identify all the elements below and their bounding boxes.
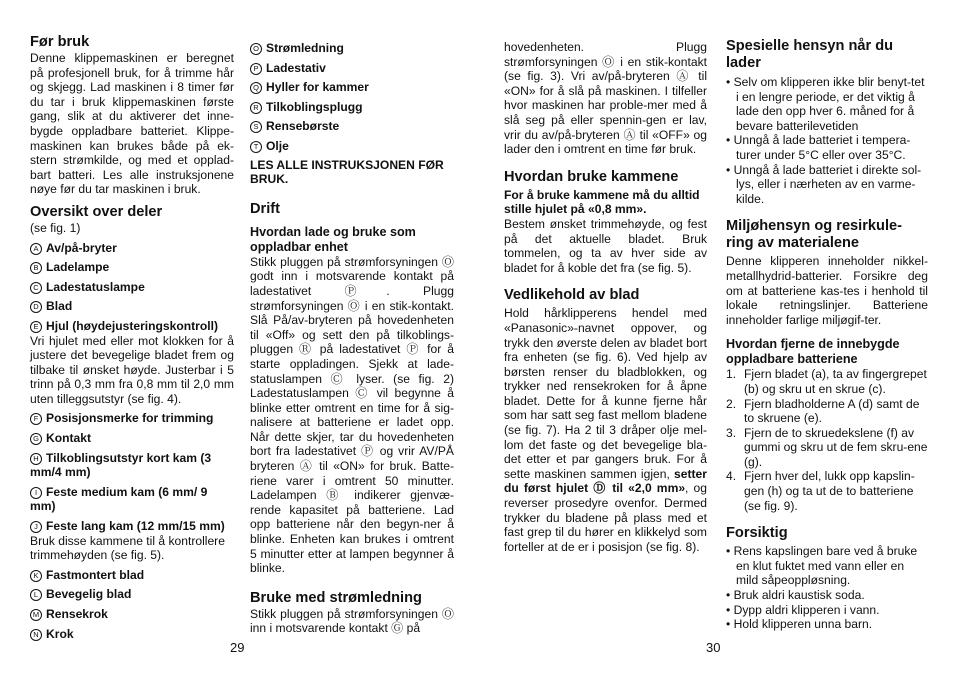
column-3: [504, 40, 707, 554]
part-item-m: [30, 607, 234, 622]
part-label: Ladestativ: [266, 60, 326, 75]
list-item: [726, 469, 928, 513]
page-number-right: 30: [706, 640, 721, 655]
section-heading-lade: Hvordan lade og bruke som oppladbar enhet: [250, 224, 416, 254]
list-item-text: Fjern bladholderne A (d) samt de to skruene (e).: [744, 396, 920, 426]
part-j-text: Bruk disse kammene til å kontrollere trimmehøyden (se fig. 5).: [30, 533, 225, 563]
list-number: 2.: [726, 396, 737, 411]
part-item-t: [250, 139, 454, 154]
circled-letter-icon: M: [30, 609, 42, 621]
circled-letter-icon: P: [250, 63, 262, 75]
list-item: • Unngå å lade batteriet i direkte sol-lys, eller i nærheten av en varme-kilde.: [726, 162, 922, 206]
list-item: • Unngå å lade batteriet i tempera-turer under 5°C eller over 35°C.: [726, 133, 911, 162]
part-item-s: [250, 119, 454, 134]
section-heading-kammene: Hvordan bruke kammene: [504, 168, 679, 185]
part-label: Rensebørste: [266, 119, 340, 134]
list-item-text: Unngå å lade batteriet i direkte sol-lys, eller i nærheten av en varme-kilde.: [733, 162, 922, 206]
part-label: Posisjonsmerke for trimming: [46, 411, 214, 426]
circled-letter-icon: T: [250, 141, 262, 153]
part-item-f: [30, 411, 234, 426]
part-label: Av/på-bryter: [46, 240, 117, 255]
section-heading-drift: Drift: [250, 200, 280, 217]
parts-list-b: [30, 411, 234, 514]
part-label: Krok: [46, 626, 74, 641]
part-label: Bevegelig blad: [46, 587, 132, 602]
list-item-text: Hold klipperen unna barn.: [733, 617, 873, 632]
list-item: • Hold klipperen unna barn.: [726, 617, 873, 632]
circled-letter-icon: Q: [250, 82, 262, 94]
list-item: • Selv om klipperen ikke blir benyt-tet i en lengre periode, er det viktig å lade den opp hver 6. måned for å bevare batterilevetiden: [726, 75, 925, 133]
part-label: Hyller for kammer: [266, 80, 369, 95]
spesielle-list: [726, 75, 928, 206]
miljo-text: Denne klipperen inneholder nikkel-metallhydrid-batterier. Forsikre deg om at batteriene kas-tes i henhold til lokale retningslinjer. Batteriene inneholder farlige miljøgif-ter.: [726, 254, 928, 327]
list-item: [726, 397, 928, 426]
list-item-text: Fjern bladet (a), ta av fingergrepet (b) og skru ut en skrue (c).: [744, 367, 927, 396]
list-item-text: Dypp aldri klipperen i vann.: [733, 602, 880, 617]
column-4: [726, 38, 928, 632]
page-number-left: 29: [230, 640, 245, 655]
list-item: [726, 367, 928, 396]
section-heading-for-bruk: Før bruk: [30, 34, 90, 50]
part-item-q: [250, 80, 454, 95]
circled-letter-icon: F: [30, 413, 42, 425]
forsiktig-list: [726, 544, 928, 632]
part-label: Strømledning: [266, 41, 344, 55]
list-item-text: Unngå å lade batteriet i tempera-turer under 5°C eller over 35°C.: [733, 133, 911, 162]
vedlikehold-body: Hold hårklipperens hendel med «Panasonic»-navnet oppover, og trykk den øverste delen av bladet bort fra enheten (se fig. 6). Ved hjelp av børsten renser du bladblokken, og trykker ned rensekroken for å åpne bladet. Dette for å kunne fjerne hår som har satt seg fast mellom bladene (se fig. 7). Ha 2 til 3 dråper olje mel-lom det faste og det bevegelige bla-det etter et par gangers bruk. For å sette maskinen sammen igjen,: [504, 306, 707, 481]
circled-letter-icon: N: [30, 629, 42, 641]
column-2: [250, 36, 454, 636]
part-label: Olje: [266, 138, 289, 153]
circled-letter-icon: H: [30, 453, 42, 465]
part-label: Kontakt: [46, 431, 92, 446]
parts-list-c: [30, 568, 234, 641]
part-e-text: Vri hjulet med eller mot klokken for å justere det bevegelige bladet frem og tilbake til ønsket høyde. Justerbar i 5 trinn på 0,3 mm fra 0,8 mm til 2,0 mm uten tilleggsutstyr (se fig. 4).: [30, 333, 234, 406]
list-number: 3.: [726, 425, 737, 440]
list-item-text: Fjern de to skruedekslene (f) av gummi og skru ut de fem skru-ene (g).: [744, 425, 928, 469]
list-item-text: Selv om klipperen ikke blir benyt-tet i en lengre periode, er det viktig å lade den opp hver 6. måned for å bevare batterilevetiden: [733, 75, 925, 133]
part-item-l: [30, 587, 234, 602]
part-item-h: [30, 451, 234, 480]
section-heading-fjerne: Hvordan fjerne de innebygde oppladbare batteriene: [726, 337, 900, 367]
list-item: • Dypp aldri klipperen i vann.: [726, 602, 880, 617]
for-bruk-text: Denne klippemaskinen er beregnet på profesjonell bruk, for å trimme hår og skjegg. Lad maskinen i 8 timer før du tar i bruk klippemaskinen første gang, slik at du aktiverer det inne-bygde oppladbare batteriet. Klippe-maskinen kan brukes både på ek-stern strømkilde, og med et opplad-bart batteri. Les alle instruksjonene nøye før du tar maskinen i bruk.: [30, 51, 234, 197]
part-label: Blad: [46, 299, 73, 314]
part-label: Tilkoblingsutstyr kort kam (3 mm/4 mm): [30, 450, 212, 480]
part-item-a: [30, 241, 234, 256]
circled-letter-icon: O: [250, 43, 262, 55]
vedlikehold-bold: setter du først hjulet Ⓓ til «2,0 mm»: [504, 466, 707, 496]
lade-text: Stikk pluggen på strømforsyningen Ⓞ godt inn i motsvarende kontakt på ladestativet Ⓟ. Plugg strømforsyningen Ⓞ i en stik-kontakt. Slå På/av-bryteren på hovedenheten til «Off» og sett den på tilkoblings-pluggen Ⓡ på ladestativet Ⓟ for å starte oppladingen. Sjekk at lade-statuslampen Ⓒ lyser. (se fig. 2) Ladestatuslampen Ⓒ vil begynne å blinke etter omtrent en time for å sig-nalisere at batteriene er ladet opp. Når dette skjer, tar du hovedenheten bort fra ladestativet Ⓟ og vrir AV/PÅ bryteren Ⓐ til «ON» for bruk. Batte-riene varer i omtrent 50 minutter. Ladelampen Ⓑ indikerer gjenvæ-rende kapasitet på batteriene. Lad opp batteriene når den begyn-ner å blinke. Enheten kan brukes i omtrent 5 minutter etter at lampen begynner å blinke.: [250, 254, 454, 576]
circled-letter-icon: A: [30, 243, 42, 255]
section-heading-vedlikehold: Vedlikehold av blad: [504, 287, 640, 304]
parts-list-a: [30, 241, 234, 314]
oversikt-see: (se fig. 1): [30, 220, 81, 235]
column-1: [30, 34, 234, 641]
part-label: Rensekrok: [46, 607, 108, 621]
vedlikehold-tail: , og reverser prosedyre ovenfor. Dermed trykker du bladene på plass med et fast grep til du hører en klikkelyd som forteller at de er i posisjon (se fig. 8).: [504, 481, 707, 554]
circled-letter-icon: B: [30, 262, 42, 274]
circled-letter-icon: D: [30, 301, 42, 313]
list-item: • Rens kapslingen bare ved å bruke en klut fuktet med vann eller en mild såpeoppløsning.: [726, 544, 918, 588]
parts-list-o-t: [250, 41, 454, 154]
list-item-text: Fjern hver del, lukk opp kapslin-gen (h) og ta ut de to batteriene (se fig. 9).: [744, 469, 915, 513]
part-item-d: [30, 299, 234, 314]
circled-letter-icon: G: [30, 433, 42, 445]
part-label: Feste lang kam (12 mm/15 mm): [46, 519, 225, 534]
circled-letter-icon: C: [30, 282, 42, 294]
circled-letter-icon: E: [30, 321, 42, 333]
part-item-p: [250, 61, 454, 76]
part-item-n: [30, 627, 234, 642]
part-item-g: [30, 431, 234, 446]
part-item-i: [30, 485, 234, 514]
part-label: Tilkoblingsplugg: [266, 99, 363, 114]
section-heading-miljo: Miljøhensyn og resirkule-ring av materialene: [726, 218, 902, 252]
list-number: 4.: [726, 469, 737, 484]
section-heading-strom: Bruke med strømledning: [250, 589, 422, 606]
list-item: [726, 426, 928, 470]
section-heading-oversikt: Oversikt over deler: [30, 203, 163, 220]
part-label: Ladestatuslampe: [46, 279, 145, 294]
kammene-text: Bestem ønsket trimmehøyde, og fest på det aktuelle bladet. Bruk tommelen, og ta av hver side av bladet for å koble det fra (se fig. 5).: [504, 216, 707, 275]
part-item-r: [250, 100, 454, 115]
kammene-bold: For å bruke kammene må du alltid stille hjulet på «0,8 mm».: [504, 187, 700, 217]
list-item-text: Bruk aldri kaustisk soda.: [733, 588, 865, 603]
fjerne-list: [726, 367, 928, 513]
section-heading-forsiktig: Forsiktig: [726, 525, 788, 542]
section-heading-spesielle: Spesielle hensyn når du lader: [726, 38, 894, 71]
part-label: Hjul (høydejusteringskontroll): [46, 318, 219, 333]
circled-letter-icon: S: [250, 121, 262, 133]
strom-text: Stikk pluggen på strømforsyningen Ⓞ inn i motsvarende kontakt Ⓖ på: [250, 606, 454, 636]
part-item-j: [30, 519, 234, 534]
part-item-b: [30, 260, 234, 275]
list-number: 1.: [726, 367, 737, 382]
part-label: Ladelampe: [46, 260, 110, 275]
part-label: Feste medium kam (6 mm/ 9 mm): [30, 484, 208, 514]
circled-letter-icon: R: [250, 102, 262, 114]
circled-letter-icon: I: [30, 487, 42, 499]
part-item-o: [250, 41, 454, 56]
part-item-c: [30, 280, 234, 295]
vedlikehold-text: [504, 306, 707, 554]
circled-letter-icon: L: [30, 589, 42, 601]
circled-letter-icon: K: [30, 570, 42, 582]
part-item-e: [30, 319, 234, 334]
read-all-notice: LES ALLE INSTRUKSJONEN FØR BRUK.: [250, 157, 444, 187]
circled-letter-icon: J: [30, 521, 42, 533]
list-item-text: Rens kapslingen bare ved å bruke en klut fuktet med vann eller en mild såpeoppløsning.: [733, 544, 918, 588]
cont-text: hovedenheten. Plugg strømforsyningen Ⓞ i en stik-kontakt (se fig. 3). Vri av/på-bryteren Ⓐ til «ON» for å slå på maskinen. I tilfeller hvor maskinen har proble-mer med å slå seg på eller spennin-gen er lav, vrir du av/på-bryteren Ⓐ til «OFF» og lader den i omtrent en time før bruk.: [504, 40, 707, 157]
part-item-k: [30, 568, 234, 583]
list-item: • Bruk aldri kaustisk soda.: [726, 588, 865, 603]
part-label: Fastmontert blad: [46, 567, 145, 582]
